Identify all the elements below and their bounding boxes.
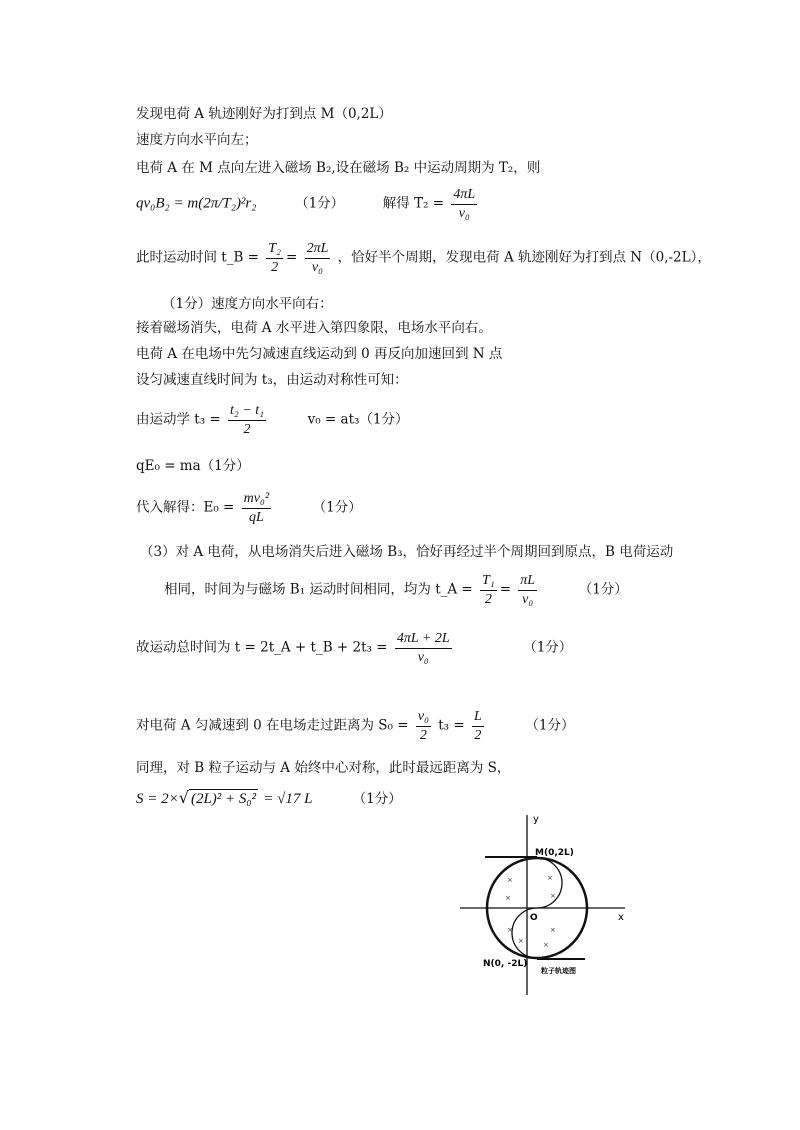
fraction-denominator: v₀ xyxy=(458,205,470,221)
equation-period xyxy=(136,186,480,222)
fraction-numerator: 4πL xyxy=(451,186,477,205)
field-mark: × xyxy=(507,876,513,884)
text-line-13: （3）对 A 电荷，从电场消失后进入磁场 B₃，恰好再经过半个周期回到原点，B 电荷运动 xyxy=(140,544,674,560)
text-line-3: 电荷 A 在 M 点向左进入磁场 B₂,设在磁场 B₂ 中运动周期为 T₂，则 xyxy=(136,160,541,176)
field-mark: × xyxy=(550,926,556,934)
e0-prefix: 代入解得：E₀ = xyxy=(136,499,235,516)
score-mark: （1分） xyxy=(312,499,362,516)
equation-tb: 此时运动时间 t_B = $\frac{\text{T₂}}{2}$ = $\frac{2\pi L}{\text{v₀}}$ ，恰好半个周期，发现电荷 A 轨迹刚好为打到点 N（0,-2L）， xyxy=(136,241,711,275)
diagram-caption: 粒子轨迹图 xyxy=(541,967,576,975)
trajectory-svg xyxy=(455,810,655,1000)
text-line-6: （1分）速度方向水平向右： xyxy=(162,296,333,312)
field-mark: × xyxy=(547,874,553,882)
score-mark: （1分） xyxy=(523,639,573,656)
x-axis-label: x xyxy=(618,912,624,923)
text-line-2: 速度方向水平向左； xyxy=(136,132,258,148)
fraction-numerator: 2πL xyxy=(305,240,331,259)
tb-prefix: 此时运动时间 t_B = xyxy=(136,249,259,266)
fraction-numerator: t₂ − t₁ xyxy=(228,402,266,421)
fraction-denominator: 2 xyxy=(243,421,251,437)
fraction-denominator: qL xyxy=(248,509,264,525)
equation-s: S = 2×√ (2L)² + S₀² = √17 L （1分） xyxy=(136,788,402,807)
score-mark: （1分） xyxy=(352,791,402,807)
fraction-l-half xyxy=(472,708,484,744)
fraction-t3 xyxy=(228,402,266,438)
score-mark: （1分） xyxy=(578,581,628,598)
fraction-denominator: 2 xyxy=(474,727,482,743)
text-line-11: qE₀ = ma（1分） xyxy=(136,458,250,474)
fraction-numerator: T₁ xyxy=(480,572,497,591)
equation-s0 xyxy=(136,708,574,744)
fraction-e0 xyxy=(242,490,271,526)
equation-ta: 相同，时间为与磁场 B₁ 运动时间相同，均为 t_A = $\frac{\text{T₁}}{2}$ = $\frac{\pi L}{\text{v₀}}$ （1分） xyxy=(164,573,628,607)
equation-t3 xyxy=(136,402,409,438)
fraction-2pil xyxy=(305,240,331,276)
score-mark: （1分） xyxy=(295,195,345,212)
fraction-numerator: v₀ xyxy=(416,708,431,727)
fraction-t2-half xyxy=(266,240,283,276)
score-mark: （1分） xyxy=(525,717,575,734)
fraction-t2 xyxy=(451,186,477,222)
equation-lhs: qv₀B₂ = m(2π/T₂)²r₂ xyxy=(136,195,257,212)
fraction-t1-half xyxy=(480,572,497,608)
fraction-numerator: mv₀² xyxy=(242,490,271,509)
fraction-numerator: T₂ xyxy=(266,240,283,259)
fraction-numerator: L xyxy=(472,708,484,727)
ta-prefix: 相同，时间为与磁场 B₁ 运动时间相同，均为 t_A = xyxy=(164,581,473,598)
s0-prefix: 对电荷 A 匀减速到 0 在电场走过距离为 S₀ = xyxy=(136,717,409,734)
total-prefix: 故运动总时间为 t = 2t_A + t_B + 2t₃ = xyxy=(136,639,388,656)
field-mark: × xyxy=(507,926,513,934)
t3-suffix: v₀ = at₃（1分） xyxy=(307,411,409,428)
field-mark: × xyxy=(543,941,549,949)
s0-mid: t₃ = xyxy=(438,717,465,734)
solve-label: 解得 T₂ = xyxy=(382,195,445,212)
fraction-denominator: 2 xyxy=(271,259,279,275)
text-line-1: 发现电荷 A 轨迹刚好为打到点 M（0,2L） xyxy=(136,106,392,122)
field-mark: × xyxy=(505,894,511,902)
equation-total-time xyxy=(136,630,572,666)
fraction-denominator: 2 xyxy=(419,727,427,743)
point-m-label: M(0,2L) xyxy=(535,848,574,858)
s-prefix: S = 2× xyxy=(136,791,179,807)
fraction-denominator: v₀ xyxy=(522,591,534,607)
text-line-7: 接着磁场消失，电荷 A 水平进入第四象限，电场水平向右。 xyxy=(136,320,492,336)
y-axis-label: y xyxy=(533,814,539,825)
equation-e0 xyxy=(136,490,362,526)
fraction-denominator: v₀ xyxy=(417,649,429,665)
fraction-denominator: v₀ xyxy=(311,259,324,275)
fraction-numerator: 4πL + 2L xyxy=(395,630,452,649)
fraction-total xyxy=(395,630,452,666)
fraction-pil xyxy=(518,572,537,608)
particle-trajectory-diagram xyxy=(455,810,655,1000)
t3-prefix: 由运动学 t₃ = xyxy=(136,411,221,428)
fraction-denominator: 2 xyxy=(484,591,492,607)
fraction-numerator: πL xyxy=(518,572,537,591)
text-line-17: 同理，对 B 粒子运动与 A 始终中心对称，此时最远距离为 S， xyxy=(136,760,511,776)
point-n-label: N(0, -2L) xyxy=(483,959,528,969)
text-line-8: 电荷 A 在电场中先匀减速直线运动到 0 再反向加速回到 N 点 xyxy=(136,346,503,362)
tb-suffix: ，恰好半个周期，发现电荷 A 轨迹刚好为打到点 N（0,-2L）， xyxy=(337,249,711,266)
origin-label: O xyxy=(530,913,538,923)
sqrt-radicand: (2L)² + S₀² xyxy=(190,791,257,807)
fraction-v0-half xyxy=(416,708,431,744)
s-result: = √17 L xyxy=(263,791,313,807)
field-mark: × xyxy=(518,937,524,945)
text-line-9: 设匀减速直线时间为 t₃，由运动对称性可知： xyxy=(136,372,408,388)
field-mark: × xyxy=(550,892,556,900)
